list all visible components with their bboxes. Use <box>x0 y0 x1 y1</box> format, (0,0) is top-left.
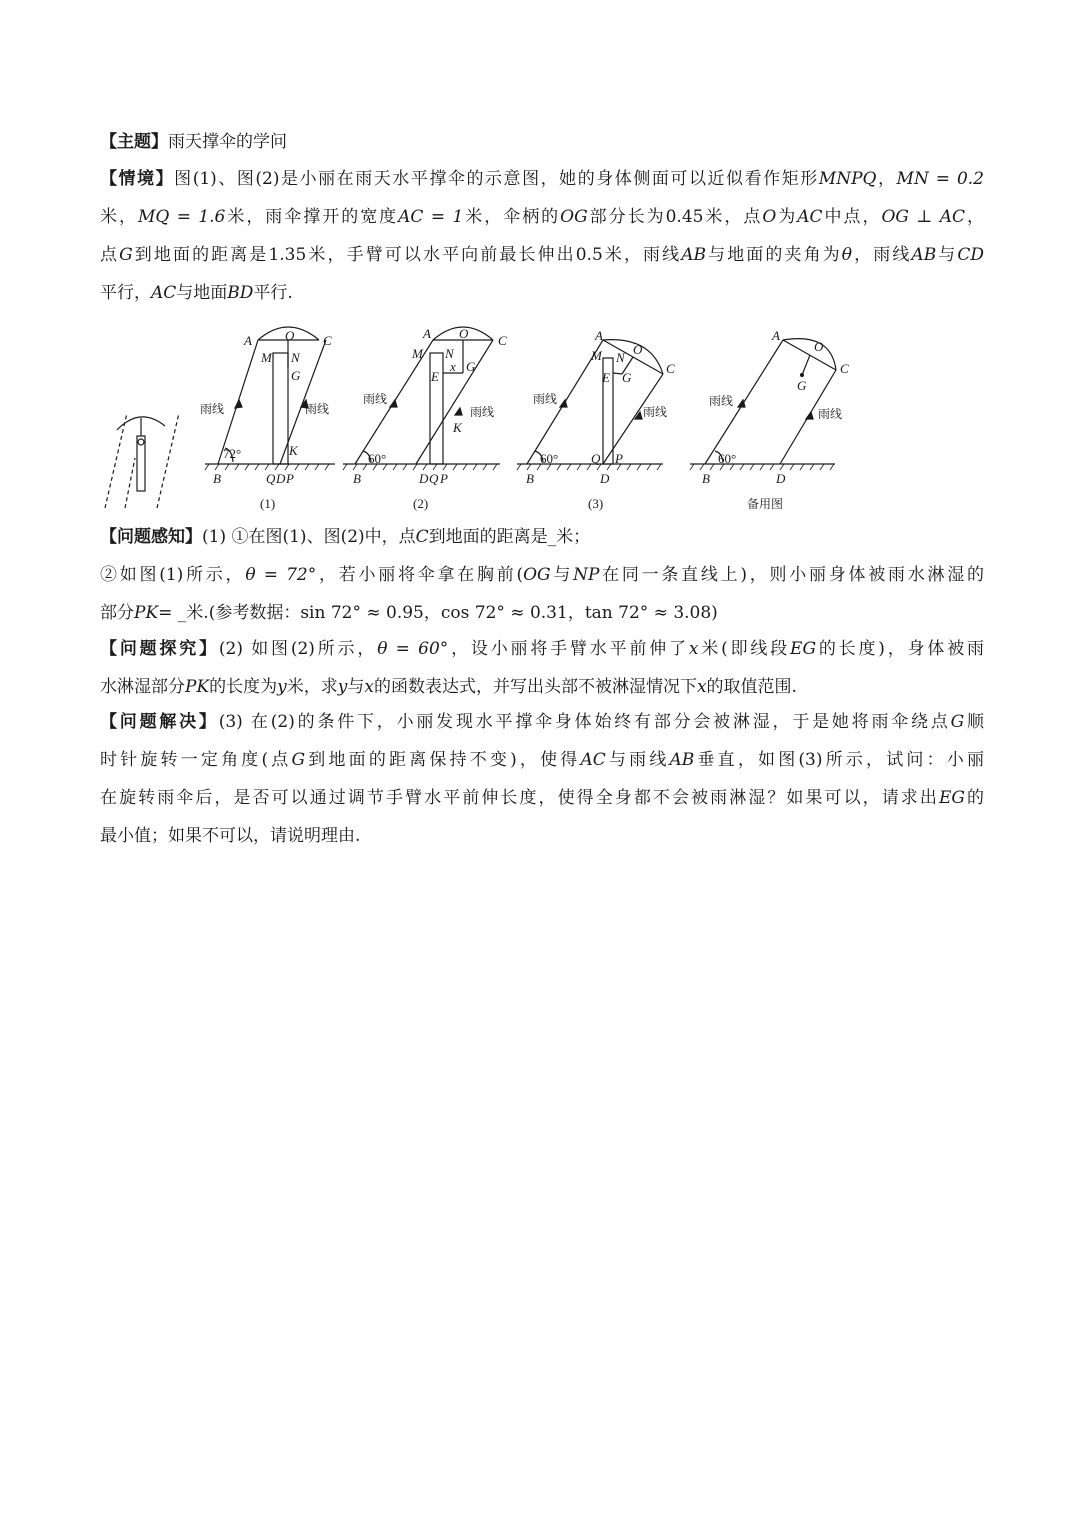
point-label-b: B <box>353 471 361 486</box>
point-label-p: P <box>615 451 623 466</box>
q3-text: 顺 <box>964 712 985 732</box>
point-label-p: P <box>286 471 294 486</box>
point-label-d: D <box>419 471 429 486</box>
q2-label: 【问题探究】 <box>100 639 219 659</box>
context-text: 到地面的距离是1.35米，手臂可以水平向前最长伸出0.5米，雨线 <box>132 245 682 265</box>
math-eg: EG <box>938 788 965 808</box>
point-label-g: G <box>466 359 476 374</box>
math-rect: MNPQ <box>818 169 877 189</box>
q1-text: 部分 <box>100 603 134 623</box>
q1-line-1 <box>100 518 984 556</box>
math-cos: cos 72° ≈ 0.31 <box>440 603 568 623</box>
angle-label: 60° <box>368 451 387 466</box>
point-label-m: M <box>261 350 272 365</box>
math-ab: AB <box>669 750 695 770</box>
q3-line-2 <box>100 741 984 779</box>
q1-text: 与 <box>550 565 574 585</box>
point-label-k: K <box>453 420 462 435</box>
point-label-n: N <box>291 350 300 365</box>
q2-text: 与 <box>347 677 365 697</box>
angle-label: 72° <box>223 446 242 461</box>
rain-label: 雨线 <box>470 405 495 419</box>
math-ab: AB <box>681 245 707 265</box>
q3-line-3 <box>100 779 984 817</box>
point-label-e: E <box>602 370 610 385</box>
math-pk: PK <box>185 677 210 697</box>
point-label-q: Q <box>266 471 276 486</box>
q3-text: 在旋转雨伞后，是否可以通过调节手臂水平前伸长度，使得全身都不会被雨淋湿？如果可以，请求出 <box>100 788 939 808</box>
math-g: G <box>119 245 133 265</box>
point-label-d: D <box>776 471 786 486</box>
figure-caption: (3) <box>588 496 604 511</box>
point-label-b: B <box>213 471 221 486</box>
q1-text: 到地面的距离是_米； <box>428 527 591 547</box>
figure-caption: 备用图 <box>747 497 784 511</box>
point-label-x: x <box>450 359 456 374</box>
q1-line-2 <box>100 556 984 594</box>
context-text: 与地面的夹角为 <box>706 245 842 265</box>
topic-text: 雨天撑伞的学问 <box>168 132 287 152</box>
umbrella-figures <box>95 318 855 518</box>
q3-label: 【问题解决】 <box>100 712 219 732</box>
q3-line-1 <box>100 703 984 741</box>
rain-label: 雨线 <box>305 402 330 416</box>
context-line-3 <box>100 236 984 274</box>
rain-label: 雨线 <box>818 407 843 421</box>
q1-text: ， <box>423 603 441 623</box>
point-label-g: G <box>622 370 632 385</box>
point-label-g: G <box>291 368 301 383</box>
topic-paragraph <box>100 123 984 161</box>
math-theta: θ <box>841 245 853 265</box>
q2-text: 的长度为 <box>209 677 278 697</box>
math-y: y <box>337 677 348 697</box>
q3-text: 最小值；如果不可以，请说明理由. <box>100 826 361 846</box>
context-text: 与 <box>936 245 958 265</box>
point-label-p: P <box>440 471 448 486</box>
point-label-b: B <box>526 471 534 486</box>
rain-label: 雨线 <box>709 394 734 408</box>
point-label-m: M <box>591 348 602 363</box>
q3-text: 到地面的距离保持不变)，使得 <box>305 750 581 770</box>
point-label-q: Q <box>429 471 439 486</box>
q3-text: 垂直，如图(3)所示，试问：小丽 <box>694 750 984 770</box>
q2-text: 米，求 <box>286 677 338 697</box>
q1-text: ②如图(1)所示， <box>100 565 246 585</box>
q2-text: ，设小丽将手臂水平前伸了 <box>448 639 689 659</box>
question-1 <box>100 518 984 632</box>
rain-label: 雨线 <box>363 392 388 406</box>
q3-text: 的 <box>964 788 985 808</box>
point-label-o: O <box>633 342 643 357</box>
point-label-e: E <box>431 369 439 384</box>
math-np: NP <box>573 565 600 585</box>
math-o: O <box>762 207 777 227</box>
angle-label: 60° <box>540 451 559 466</box>
math-pk: PK <box>134 603 159 623</box>
angle-label: 60° <box>718 451 737 466</box>
context-paragraph <box>100 160 984 312</box>
math-g: G <box>950 712 965 732</box>
context-text: 部分长为0.45米，点 <box>587 207 763 227</box>
context-text: 图(1)、图(2)是小丽在雨天水平撑伞的示意图，她的身体侧面可以近似看作矩形 <box>174 169 819 189</box>
point-label-q: Q <box>591 451 601 466</box>
point-label-a: A <box>244 333 252 348</box>
point-label-c: C <box>323 333 332 348</box>
math-g: G <box>291 750 306 770</box>
q3-text: 时针旋转一定角度(点 <box>100 750 292 770</box>
context-text: 平行， <box>100 283 151 303</box>
topic-label: 【主题】 <box>100 132 168 152</box>
math-sin: sin 72° ≈ 0.95 <box>300 603 424 623</box>
point-label-c: C <box>666 361 675 376</box>
point-label-n: N <box>616 350 625 365</box>
q2-text: 的取值范围. <box>706 677 797 697</box>
math-bd: BD <box>227 283 254 303</box>
math-ac: AC <box>580 750 606 770</box>
context-text: ， <box>965 207 985 227</box>
question-2 <box>100 630 984 706</box>
q2-text: (2) 如图(2)所示， <box>218 639 378 659</box>
q1-label: 【问题感知】 <box>100 527 202 547</box>
math-x: x <box>696 677 707 697</box>
point-label-d: D <box>276 471 286 486</box>
point-label-c: C <box>840 361 849 376</box>
math-ab: AB <box>911 245 937 265</box>
context-text: ，雨线 <box>852 245 912 265</box>
figure-caption: (2) <box>413 496 429 511</box>
q3-text: (3) 在(2)的条件下，小丽发现水平撑伞身体始终有部分会被淋湿，于是她将雨伞绕点 <box>218 712 951 732</box>
rain-label: 雨线 <box>643 405 668 419</box>
q1-text: ，若小丽将伞拿在胸前( <box>316 565 524 585</box>
math-ac: AC = 1 <box>398 207 464 227</box>
q2-text: 的函数表达式，并写出头部不被淋湿情况下 <box>373 677 697 697</box>
rain-label: 雨线 <box>533 392 558 406</box>
question-3 <box>100 703 984 855</box>
point-label-a: A <box>423 326 431 341</box>
q1-line-3 <box>100 594 984 632</box>
point-label-m: M <box>412 346 423 361</box>
context-text: 为 <box>776 207 798 227</box>
rain-label: 雨线 <box>200 402 225 416</box>
point-label-c: C <box>498 333 507 348</box>
math-eg: EG <box>790 639 817 659</box>
context-text: 米， <box>100 207 138 227</box>
point-label-o: O <box>814 339 824 354</box>
math-og: OG <box>560 207 588 227</box>
q2-text: 的长度)，身体被雨 <box>816 639 985 659</box>
q1-text: (1) ①在图(1)、图(2)中，点 <box>202 527 416 547</box>
context-text: 米，雨伞撑开的宽度 <box>225 207 399 227</box>
point-label-o: O <box>285 328 295 343</box>
context-line-2 <box>100 198 984 236</box>
math-y: y <box>277 677 287 697</box>
math-c: C <box>415 527 429 547</box>
math-og: OG <box>523 565 551 585</box>
context-line-1: 【情境】图(1)、图(2)是小丽在雨天水平撑伞的示意图，她的身体侧面可以近似看作矩形MNPQ，MN = 0.2 <box>100 169 985 189</box>
point-label-a: A <box>772 328 780 343</box>
math-theta: θ = 60° <box>377 639 449 659</box>
q3-line-4 <box>100 817 984 855</box>
q2-text: 水淋湿部分 <box>100 677 185 697</box>
context-label: 【情境】 <box>100 169 175 189</box>
point-label-d: D <box>600 471 610 486</box>
context-text: 与地面 <box>176 283 228 303</box>
point-label-b: B <box>702 471 710 486</box>
math-mn: MN = 0.2 <box>896 169 985 189</box>
context-text: 点 <box>100 245 120 265</box>
context-text: 米，伞柄的 <box>463 207 561 227</box>
q1-text: 在同一条直线上)，则小丽身体被雨水淋湿的 <box>599 565 984 585</box>
q2-line-1 <box>100 630 984 668</box>
point-label-a: A <box>595 328 603 343</box>
math-tan: tan 72° ≈ 3.08 <box>584 603 712 623</box>
point-label-n: N <box>445 346 454 361</box>
figure-caption: (1) <box>260 496 276 511</box>
q1-text: = _米.(参考数据： <box>158 603 301 623</box>
math-ac: AC <box>797 207 823 227</box>
math-cd: CD <box>957 245 985 265</box>
context-text: 中点， <box>822 207 882 227</box>
context-text: 平行. <box>253 283 293 303</box>
point-label-k: K <box>289 443 298 458</box>
q1-text: ， <box>567 603 585 623</box>
point-label-g: G <box>797 378 807 393</box>
q2-line-2 <box>100 668 984 706</box>
math-x: x <box>688 639 699 659</box>
context-line-4 <box>100 274 984 312</box>
math-x: x <box>364 677 374 697</box>
math-theta: θ = 72° <box>245 565 317 585</box>
math-perp: OG ⊥ AC <box>881 207 966 227</box>
q2-text: 米(即线段 <box>698 639 791 659</box>
q1-text: ) <box>711 603 718 623</box>
person-umbrella-icon <box>105 413 179 508</box>
q3-text: 与雨线 <box>605 750 670 770</box>
point-label-o: O <box>459 326 469 341</box>
math-ac: AC <box>151 283 177 303</box>
math-mq: MQ = 1.6 <box>137 207 226 227</box>
